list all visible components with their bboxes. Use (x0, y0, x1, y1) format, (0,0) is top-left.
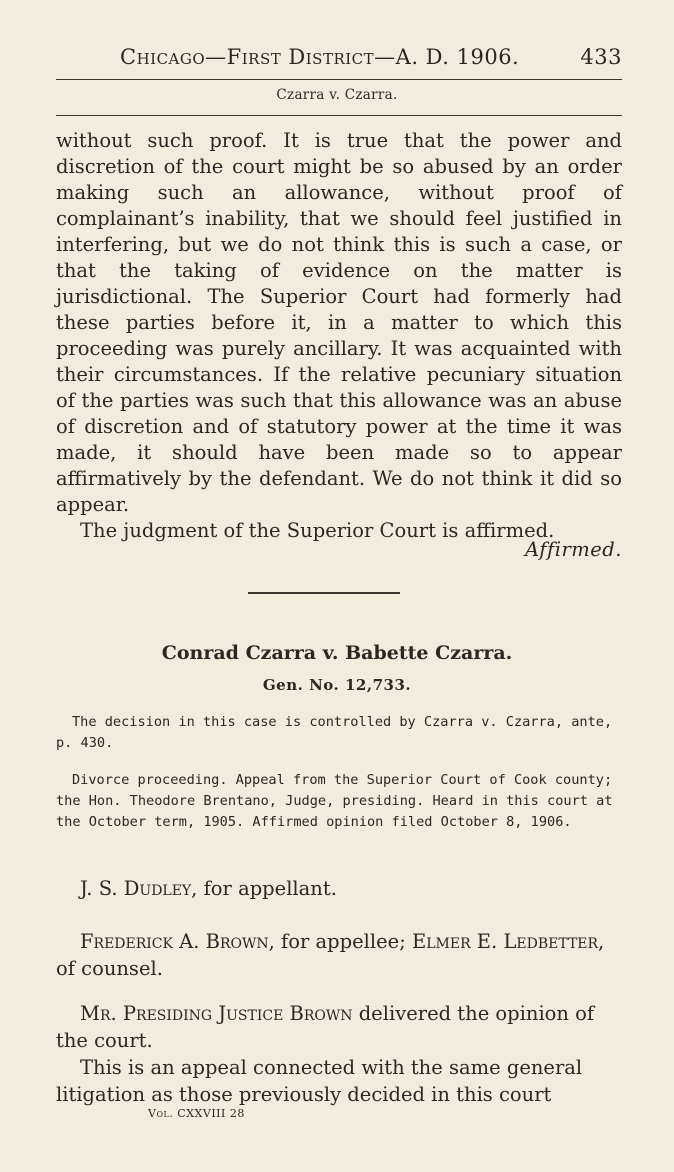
appellee-counsel (56, 928, 622, 982)
opinion-author-rest: delivered the opinion of the court. (56, 1002, 595, 1052)
page-header (56, 45, 622, 75)
appellee-of-counsel-name: Elmer E. Ledbetter, (411, 930, 605, 953)
page-number: 433 (580, 45, 622, 69)
opinion-text (56, 128, 622, 544)
section-divider (248, 592, 400, 594)
case-running-title: Czarra v. Czarra. (276, 87, 398, 103)
paragraph-judgment: The judgment of the Superior Court is affirmed. (80, 519, 555, 542)
appellant-counsel-role: for appellant. (197, 877, 337, 900)
appellee-counsel-name: Frederick A. Brown, (80, 930, 275, 953)
appellant-counsel (56, 875, 622, 902)
headnote (56, 712, 622, 754)
appellee-of-counsel-role: of counsel. (56, 957, 163, 980)
appellee-counsel-role: for appellee; (274, 930, 412, 953)
case-title: Conrad Czarra v. Babette Czarra. (161, 642, 513, 664)
headnote-text: The decision in this case is controlled by Czarra v. Czarra, ante, p. 430. (56, 714, 613, 751)
paragraph-continued: without such proof. It is true that the power and discretion of the court might be so abused by an order making such an allowance, without proof of complainant’s inability, that we should feel justified in interfering, but we do not think this is such a case, or that the taking of evidence on the matter is jurisdictional. The Superior Court had formerly had these parties before it, in a matter to which this proceeding was purely ancillary. It was acquainted with their circumstances. If the relative pecuniary situation of the parties was such that this allowance was an abuse of discretion and of statutory power at the time it was made, it should have been made so to appear affirmatively by the defendant. We do not think it did so appear. (56, 129, 622, 516)
procedural-history (56, 770, 622, 833)
general-number: Gen. No. 12,733. (262, 676, 412, 694)
opinion-start: This is an appeal connected with the same general litigation as those previously decided in this court (56, 1056, 583, 1106)
signature-mark: Vol. CXXVIII 28 (148, 1107, 245, 1120)
opinion-author: Mr. Presiding Justice Brown (80, 1002, 353, 1025)
disposition: Affirmed. (525, 538, 622, 561)
running-head: Chicago—First District—A. D. 1906. (120, 45, 520, 69)
header-rule-lower (56, 115, 622, 116)
procedural-history-text: Divorce proceeding. Appeal from the Superior Court of Cook county; the Hon. Theodore Brentano, Judge, presiding. Heard in this court at the October term, 1905. Affirmed opinion filed October 8, 1906. (56, 772, 613, 830)
opinion-intro (56, 1000, 622, 1108)
appellant-counsel-name: J. S. Dudley, (80, 877, 198, 900)
header-rule (56, 79, 622, 80)
